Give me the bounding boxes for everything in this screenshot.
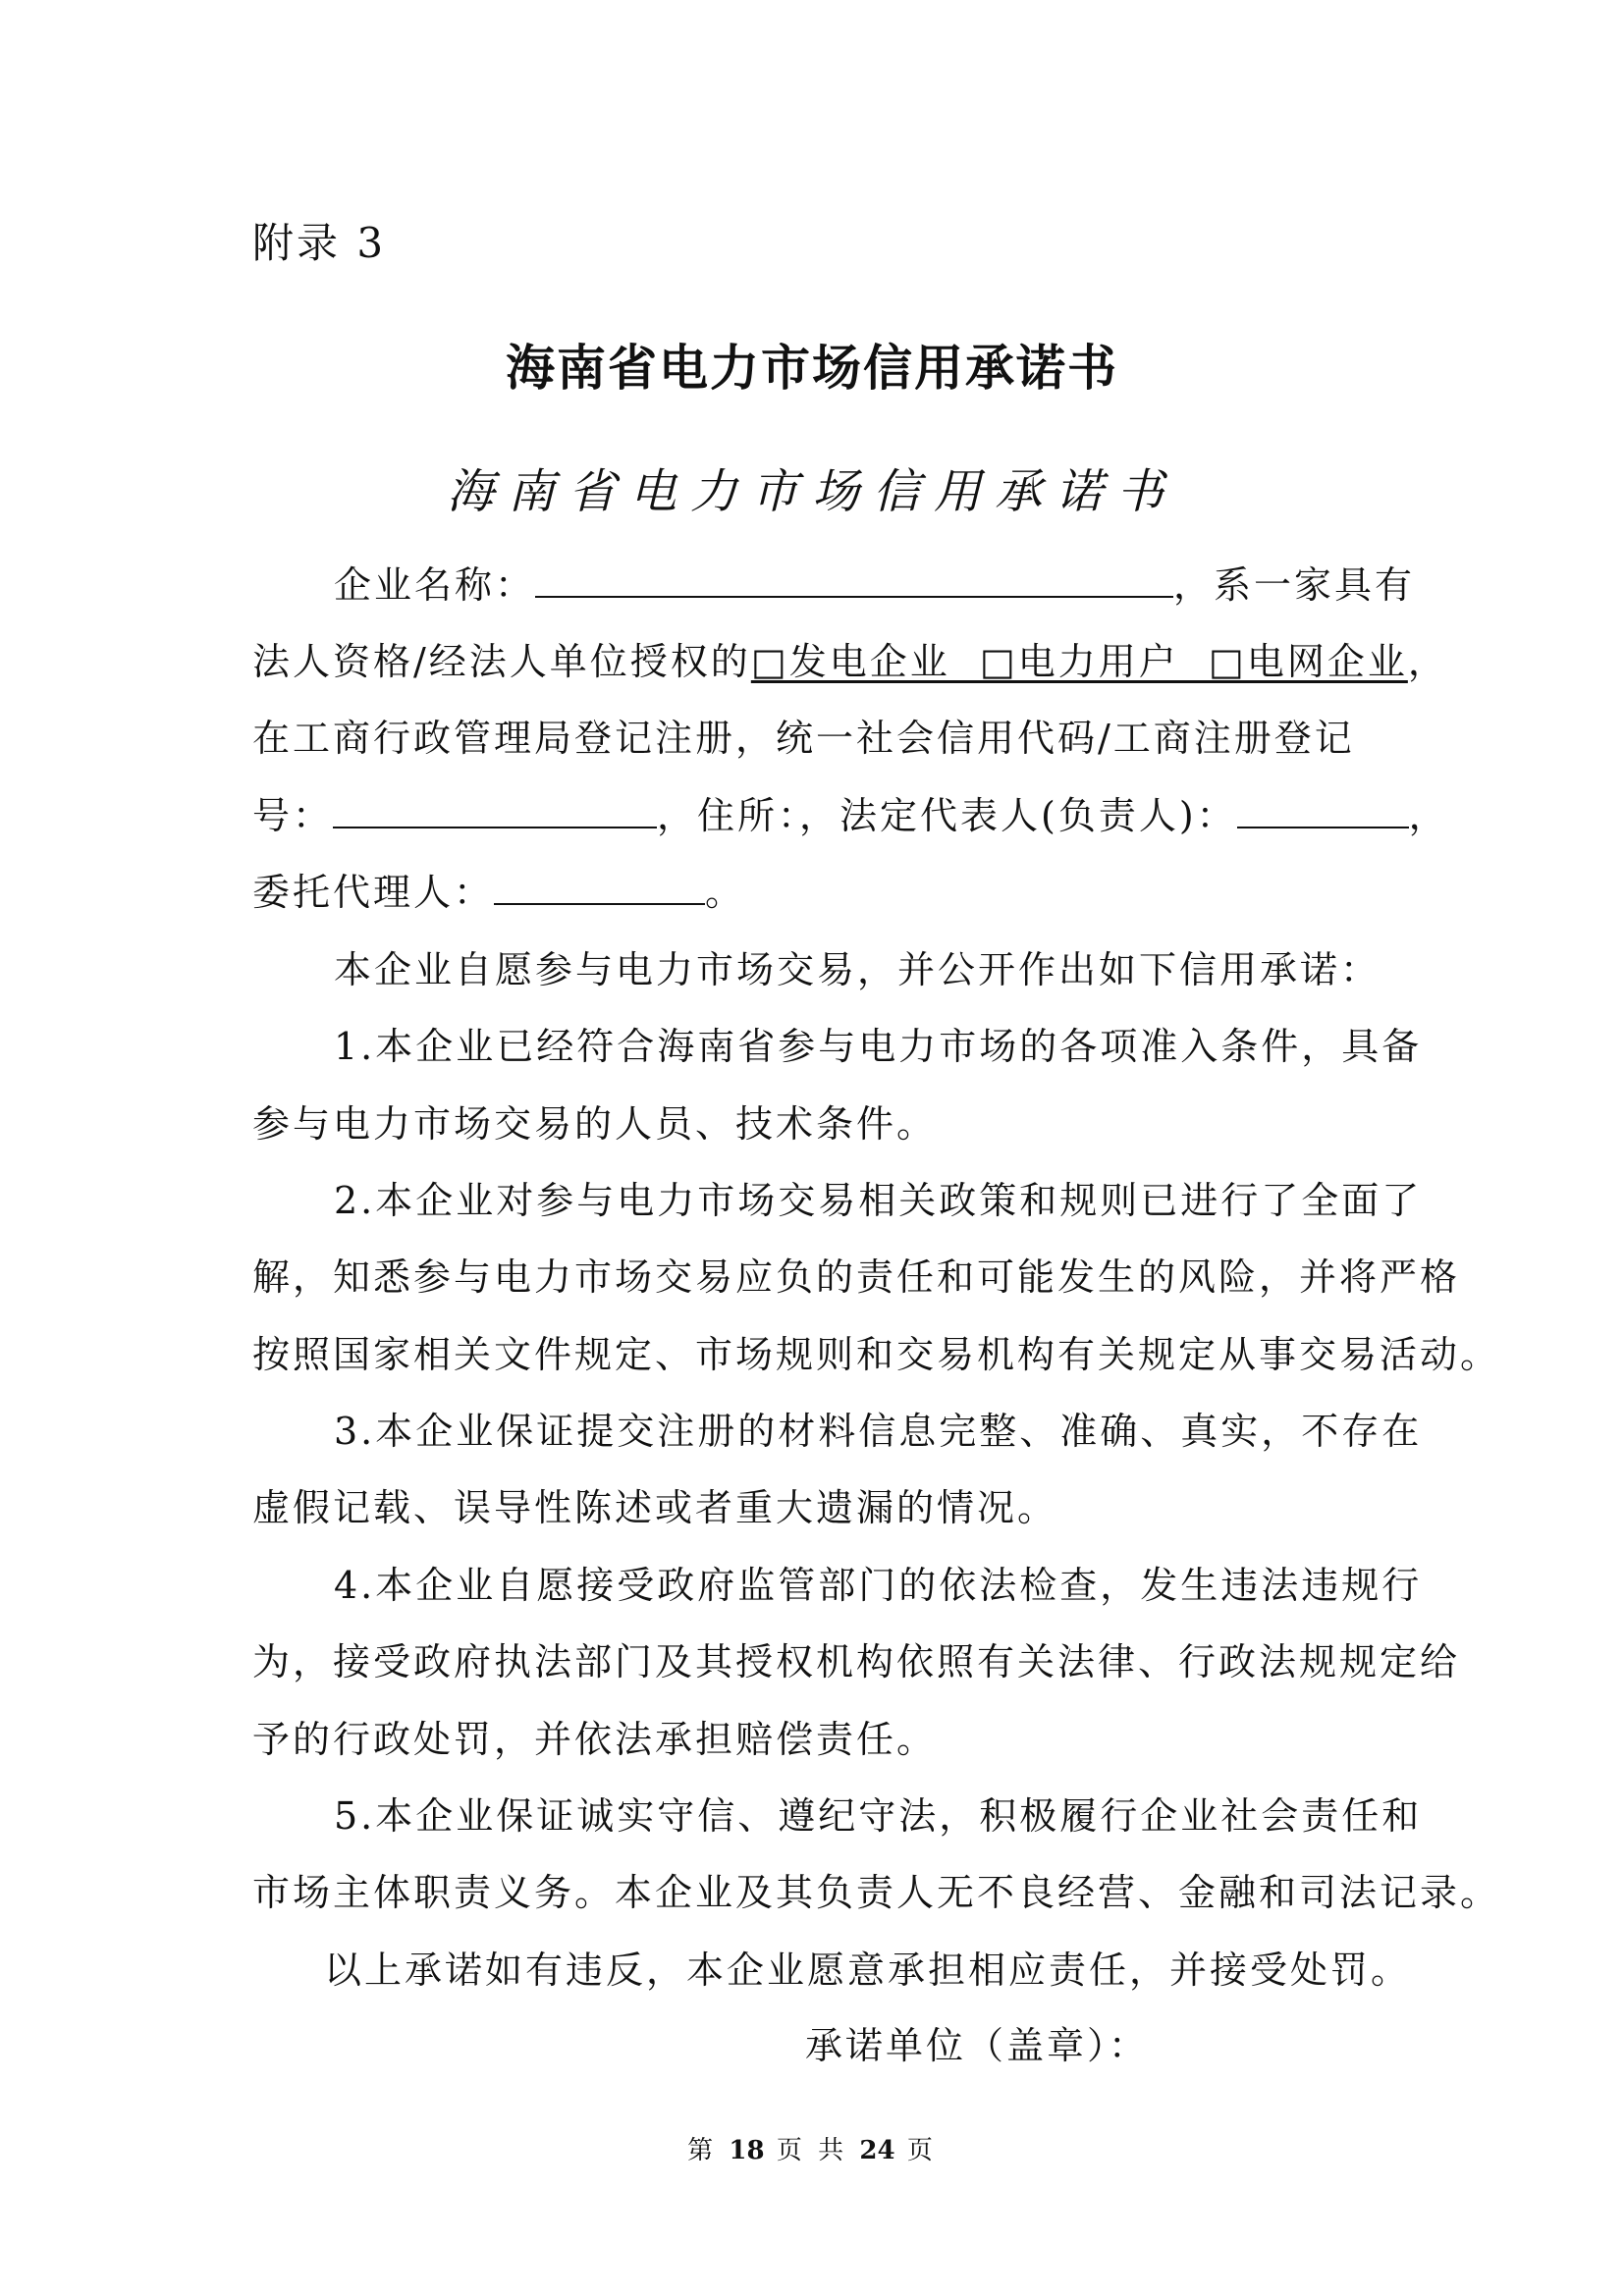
current-page: 18 bbox=[729, 2136, 765, 2165]
item-3-line-1: 3.本企业保证提交注册的材料信息完整、准确、真实，不存在 bbox=[334, 1410, 1423, 1453]
item-2-line-1: 2.本企业对参与电力市场交易相关政策和规则已进行了全面了 bbox=[334, 1179, 1423, 1222]
intro-line-5: 委托代理人： 。 bbox=[252, 871, 746, 914]
item-3-line-2: 虚假记载、误导性陈述或者重大遗漏的情况。 bbox=[252, 1486, 1058, 1529]
intro-line-3: 在工商行政管理局登记注册，统一社会信用代码/工商注册登记 bbox=[252, 717, 1355, 760]
item-1-line-1: 1.本企业已经符合海南省参与电力市场的各项准入条件，具备 bbox=[334, 1025, 1423, 1068]
closing-paragraph: 以上承诺如有违反，本企业愿意承担相应责任，并接受处罚。 bbox=[324, 1949, 1412, 1992]
total-pages: 24 bbox=[859, 2136, 895, 2165]
entity-type-options[interactable]: □发电企业 □电力用户 □电网企业 bbox=[750, 640, 1408, 683]
document-title: 海南省电力市场信用承诺书 bbox=[506, 340, 1118, 397]
intro-line-4: 号： ，住所：，法定代表人(负责人)： ， bbox=[252, 794, 1449, 837]
company-name-blank[interactable] bbox=[535, 595, 1173, 598]
credit-code-blank[interactable] bbox=[333, 826, 657, 828]
intro-line-1: 企业名称： ，系一家具有 bbox=[334, 563, 1416, 607]
appendix-label: 附录 3 bbox=[252, 219, 387, 267]
legal-rep-blank[interactable] bbox=[1237, 826, 1409, 828]
intro-line-2: 法人资格/经法人单位授权的□发电企业 □电力用户 □电网企业， bbox=[252, 640, 1448, 683]
page-footer: 第 18 页 共 24 页 bbox=[687, 2136, 937, 2165]
item-4-line-1: 4.本企业自愿接受政府监管部门的依法检查，发生违法违规行 bbox=[334, 1564, 1423, 1607]
agent-blank[interactable] bbox=[494, 902, 705, 905]
script-title: 海南省电力市场信用承诺书 bbox=[446, 464, 1177, 519]
item-4-line-3: 予的行政处罚，并依法承担赔偿责任。 bbox=[252, 1718, 938, 1761]
item-1-line-2: 参与电力市场交易的人员、技术条件。 bbox=[252, 1102, 938, 1146]
item-5-line-2: 市场主体职责义务。本企业及其负责人无不良经营、金融和司法记录。 bbox=[252, 1871, 1501, 1914]
item-5-line-1: 5.本企业保证诚实守信、遵纪守法，积极履行企业社会责任和 bbox=[334, 1794, 1423, 1838]
lead-paragraph: 本企业自愿参与电力市场交易，并公开作出如下信用承诺： bbox=[334, 948, 1381, 991]
item-4-line-2: 为，接受政府执法部门及其授权机构依照有关法律、行政法规规定给 bbox=[252, 1640, 1461, 1683]
signature-label: 承诺单位（盖章）： bbox=[805, 2024, 1150, 2067]
item-2-line-2: 解，知悉参与电力市场交易应负的责任和可能发生的风险，并将严格 bbox=[252, 1255, 1461, 1299]
item-2-line-3: 按照国家相关文件规定、市场规则和交易机构有关规定从事交易活动。 bbox=[252, 1333, 1501, 1376]
